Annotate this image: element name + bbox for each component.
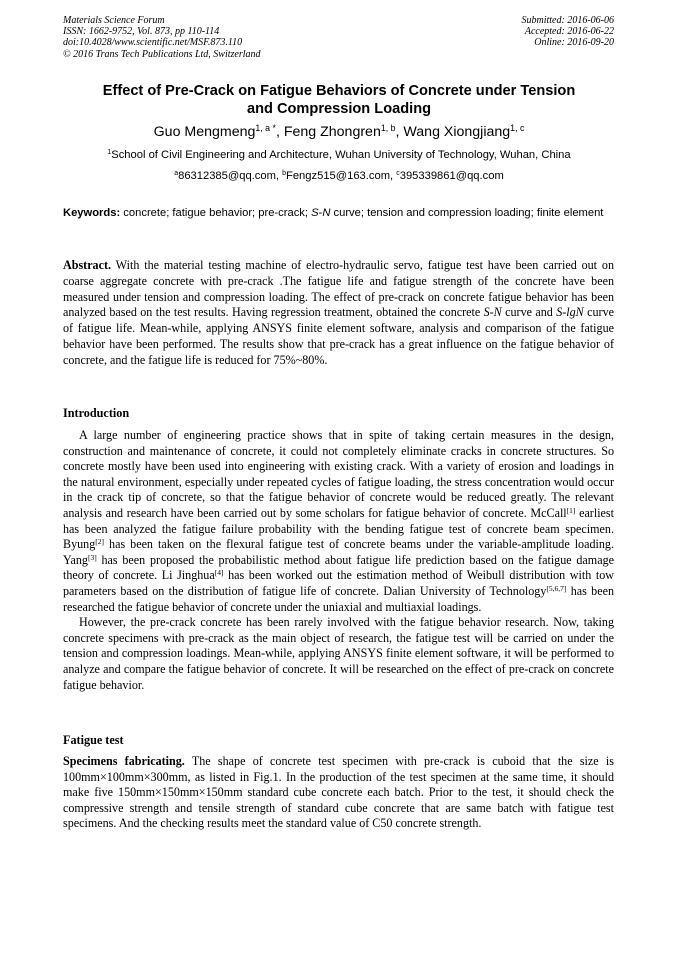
intro-paragraph-2: However, the pre-crack concrete has been rarely involved with the fatigue behavior research. Now, taking concrete specimens with pre-crack as the main object of research, the fatigue test will be carried on under the tension and compression loadings. Mean-while, applying ANSYS finite element software, it will be performed to analyze and compare the fatigue behavior of concrete. It will be researched on the effect of pre-crack on concrete fatigue behavior. [63, 615, 614, 692]
abstract-sn-curve: S-N [483, 305, 502, 320]
abstract-text-3: curve of fatigue life. Mean-while, applying ANSYS finite element software, analysis and comparison of the fatigue behavior have been performed. The results show that pre-crack has a great influence on the fatigue behavior of concrete, and the fatigue life is reduced for 75%~80%. [63, 305, 614, 367]
citation-3[interactable]: [3] [87, 552, 97, 562]
specimens-run-in-heading: Specimens fabricating. [63, 754, 185, 768]
header-right [522, 15, 615, 49]
doi-line: doi:10.4028/www.scientific.net/MSF.873.110 [63, 37, 243, 49]
intro-paragraph-1 [63, 428, 614, 615]
abstract-text-1: With the material testing machine of electro-hydraulic servo, fatigue test have been carried out on coarse aggregate concrete with pre-crack .The fatigue life and fatigue strength of the concrete have been measured under tension and compression loading. The effect of pre-crack on concrete fatigue behavior has been analyzed based on the test results. Having regression treatment, obtained the concrete [63, 258, 614, 320]
accepted-date: Accepted: 2016-06-22 [524, 26, 614, 38]
affiliation [60, 149, 618, 161]
intro-p1-f: has been researched the fatigue behavior of concrete under the uniaxial and multiaxial loadings. [63, 583, 615, 614]
title-line-1: Effect of Pre-Crack on Fatigue Behaviors of Concrete under Tension [102, 83, 576, 99]
email-c-marker: c [396, 170, 400, 178]
issn-line: ISSN: 1662-9752, Vol. 873, pp 110-114 [63, 26, 220, 38]
intro-p1-a: A large number of engineering practice shows that in spite of taking certain measures in the design, construction and maintenance of concrete, it could not completely eliminate cracks in concrete structures. So concrete mostly have been used into engineering with existing crack. With a variety of erosion and loadings in the natural environment, especially under repeated cycles of fatigue loading, the stress concentration would occur in the crack tip of concrete, so that the fatigue behavior of concrete would be reduced greatly. The relevant analysis and research have been carried out by some scholars for fatigue behavior of concrete. McCall [63, 428, 614, 520]
intro-p1-b: earliest has been analyzed the fatigue failure probability with the bending fatigue test of concrete beam specimen. Byung [63, 505, 614, 552]
journal-name: Materials Science Forum [63, 15, 165, 26]
author-2-marker: 1, b [380, 123, 396, 134]
keywords-text-2: curve; tension and compression loading; finite element [330, 207, 604, 219]
author-1-marker: 1, a * [255, 123, 276, 134]
paper-title [60, 82, 618, 118]
abstract-label: Abstract. [63, 258, 112, 272]
author-list [60, 124, 618, 140]
section-heading-fatigue-test: Fatigue test [63, 733, 124, 747]
email-a-marker: a [174, 170, 179, 178]
intro-p1-e: has been worked out the estimation method of Weibull distribution with tow parameters based on the distribution of fatigue life of concrete. Dalian University of Technology [63, 568, 614, 598]
author-2: Feng Zhongren [283, 124, 381, 140]
abstract-text-2: curve and [501, 305, 557, 320]
author-separator: , [395, 124, 404, 140]
intro-p1-c: has been taken on the flexural fatigue test of concrete beams under the variable-amplitude loading. Yang [63, 537, 614, 567]
section-heading-introduction: Introduction [63, 406, 130, 420]
abstract-slgn-curve: S-lgN [556, 305, 584, 320]
keyword-sn-n: N [322, 207, 331, 219]
keywords-block [63, 206, 614, 221]
header-left [63, 15, 261, 60]
introduction-body [63, 428, 614, 693]
citation-5-7[interactable]: [5,6,7] [546, 583, 567, 593]
keyword-sn-dash: - [318, 207, 323, 219]
specimens-paragraph [63, 754, 614, 832]
copyright-line: © 2016 Trans Tech Publications Ltd, Switzerland [63, 48, 261, 60]
email-c: 395339861@qq.com [399, 170, 504, 182]
author-1: Guo Mengmeng [153, 124, 256, 140]
submitted-date: Submitted: 2016-06-06 [521, 15, 614, 26]
affiliation-text: School of Civil Engineering and Architecture, Wuhan University of Technology, Wuhan, China [111, 149, 571, 161]
keywords-label: Keywords: [63, 207, 121, 219]
email-b-marker: b [282, 170, 286, 178]
keyword-sn-s: S [311, 207, 319, 219]
author-separator: , [275, 124, 284, 140]
email-list [60, 170, 618, 182]
email-a: 86312385@qq.com, [178, 170, 283, 182]
citation-1[interactable]: [1] [566, 505, 576, 515]
abstract-block [63, 258, 614, 368]
intro-p1-d: has been proposed the probabilistic method about fatigue life prediction based on the fatigue damage theory of concrete. Li Jinghua [63, 552, 614, 583]
online-date: Online: 2016-09-20 [534, 37, 614, 49]
keywords-text-1: concrete; fatigue behavior; pre-crack; [120, 207, 312, 219]
fatigue-test-body [63, 754, 614, 832]
specimens-text: The shape of concrete test specimen with pre-crack is cuboid that the size is 100mm×100mm×300mm, as listed in Fig.1. In the production of the test specimen at the same time, it should make five 150mm×150mm×150mm standard cube concrete each batch. Prior to the test, it should check the compressive strength and tensile strength of standard cube concrete that are same batch with fatigue test specimens. And the checking results meet the standard value of C50 concrete strength. [63, 754, 614, 831]
citation-4[interactable]: [4] [214, 568, 224, 578]
affiliation-marker: 1 [107, 149, 112, 157]
citation-2[interactable]: [2] [95, 537, 105, 547]
author-3: Wang Xiongjiang [403, 124, 511, 140]
email-b: Fengz515@163.com, [286, 170, 397, 182]
title-line-2: and Compression Loading [246, 101, 432, 117]
author-3-marker: 1, c [510, 123, 525, 134]
